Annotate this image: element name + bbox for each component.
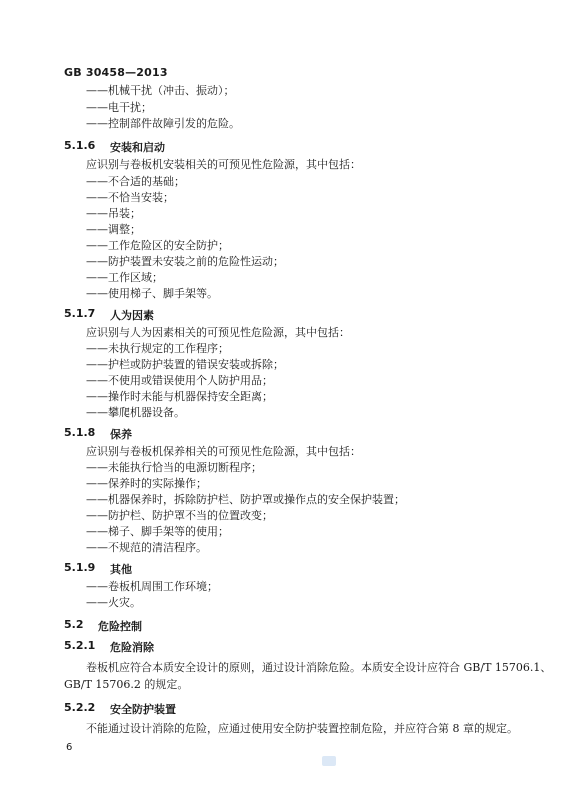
- list-item: ——保养时的实际操作；: [86, 477, 207, 490]
- list-item: ——卷板机周围工作环境；: [86, 580, 218, 593]
- section-title: 危险消除: [110, 641, 154, 654]
- section-title: 其他: [110, 563, 132, 576]
- list-item: ——使用梯子、脚手架等。: [86, 287, 218, 300]
- list-item: ——不使用或错误使用个人防护用品；: [86, 374, 273, 387]
- list-item: ——攀爬机器设备。: [86, 406, 185, 419]
- paragraph: 应识别与卷板机安装相关的可预见性危险源，其中包括：: [86, 158, 361, 171]
- section-title: 安全防护装置: [110, 703, 176, 716]
- list-item: ——工作危险区的安全防护；: [86, 239, 229, 252]
- list-item: ——未执行规定的工作程序；: [86, 342, 229, 355]
- list-item: ——火灾。: [86, 596, 141, 609]
- list-item: ——机械干扰（冲击、振动）；: [86, 84, 235, 97]
- list-item: ——工作区域；: [86, 271, 163, 284]
- section-title: 安装和启动: [110, 141, 165, 154]
- paragraph: 不能通过设计消除的危险，应通过使用安全防护装置控制危险，并应符合第 8 章的规定。: [86, 722, 518, 735]
- paragraph: 应识别与人为因素相关的可预见性危险源，其中包括：: [86, 326, 350, 339]
- section-title: 危险控制: [98, 620, 142, 633]
- paragraph-continuation: GB/T 15706.2 的规定。: [64, 678, 189, 691]
- standard-number: GB 30458—2013: [64, 66, 168, 79]
- paragraph: 卷板机应符合本质安全设计的原则，通过设计消除危险。本质安全设计应符合 GB/T 15706.1、: [86, 661, 552, 674]
- section-number: 5.2: [64, 618, 84, 631]
- list-item: ——防护栏、防护罩不当的位置改变；: [86, 509, 273, 522]
- list-item: ——不恰当安装；: [86, 191, 174, 204]
- list-item: ——机器保养时，拆除防护栏、防护罩或操作点的安全保护装置；: [86, 493, 405, 506]
- list-item: ——电干扰；: [86, 101, 152, 114]
- section-number: 5.1.7: [64, 307, 96, 320]
- list-item: ——不规范的清洁程序。: [86, 541, 207, 554]
- list-item: ——控制部件故障引发的危险。: [86, 117, 240, 130]
- section-title: 人为因素: [110, 309, 154, 322]
- list-item: ——不合适的基础；: [86, 175, 185, 188]
- list-item: ——护栏或防护装置的错误安装或拆除；: [86, 358, 284, 371]
- page-number: 6: [66, 742, 73, 753]
- list-item: ——吊装；: [86, 207, 141, 220]
- section-title: 保养: [110, 428, 132, 441]
- section-number: 5.1.6: [64, 139, 96, 152]
- section-number: 5.1.9: [64, 561, 96, 574]
- paragraph: 应识别与卷板机保养相关的可预见性危险源，其中包括：: [86, 445, 361, 458]
- list-item: ——未能执行恰当的电源切断程序；: [86, 461, 262, 474]
- watermark-mark: [322, 756, 336, 766]
- list-item: ——调整；: [86, 223, 141, 236]
- list-item: ——操作时未能与机器保持安全距离；: [86, 390, 273, 403]
- section-number: 5.2.1: [64, 639, 96, 652]
- list-item: ——梯子、脚手架等的使用；: [86, 525, 229, 538]
- section-number: 5.1.8: [64, 426, 96, 439]
- list-item: ——防护装置未安装之前的危险性运动；: [86, 255, 284, 268]
- section-number: 5.2.2: [64, 701, 96, 714]
